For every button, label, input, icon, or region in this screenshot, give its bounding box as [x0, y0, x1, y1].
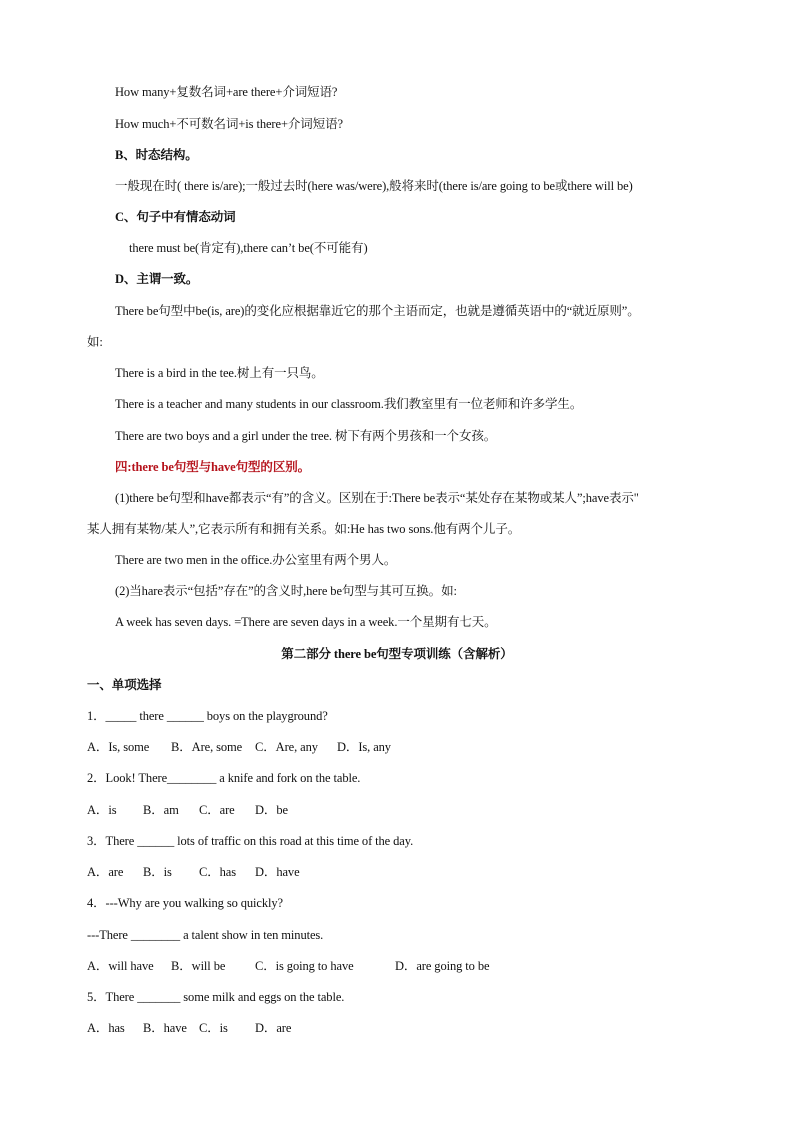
diff-example: There are two men in the office.办公室里有两个男人。 — [115, 553, 397, 567]
question-options — [87, 739, 391, 755]
option-b: B．Are, some — [171, 740, 243, 754]
question-stem: 3．There ______ lots of traffic on this road at this time of the day. — [87, 834, 414, 848]
example-1: There is a bird in the tee.树上有一只鸟。 — [115, 366, 324, 380]
question-options — [87, 864, 300, 880]
example-3: There are two boys and a girl under the tree. 树下有两个男孩和一个女孩。 — [115, 429, 497, 443]
option-b: B．have — [143, 1021, 187, 1035]
question-options — [87, 958, 489, 974]
option-b: B．am — [143, 803, 179, 817]
question-options — [87, 1020, 291, 1036]
option-c: C．is — [199, 1021, 228, 1035]
option-c: C．Are, any — [255, 740, 318, 754]
question-stem: 4．---Why are you walking so quickly? — [87, 896, 283, 910]
grammar-agree-line-1: There be句型中be(is, are)的变化应根据靠近它的那个主语而定，也就是遵循英语中的“就近原则”。 — [115, 304, 640, 318]
question-stem: 2．Look! There________ a knife and fork on the table. — [87, 771, 361, 785]
option-a: A．will have — [87, 959, 154, 973]
option-b: B．is — [143, 865, 172, 879]
diff-line-1b: 某人拥有某物/某人”,它表示所有和拥有关系。如:He has two sons.他有两个儿子。 — [87, 522, 521, 536]
diff-line-2: (2)当hare表示“包括”存在”的含义时,here be句型与其可互换。如: — [115, 584, 457, 598]
section-title: 第二部分 there be句型专项训练（含解析） — [281, 647, 513, 661]
option-d: D．are — [255, 1021, 292, 1035]
heading-c: C、句子中有情态动词 — [115, 210, 236, 224]
grammar-howmuch-line: How much+不可数名词+is there+介词短语? — [115, 117, 343, 131]
part-heading: 一、单项选择 — [87, 678, 162, 692]
question-stem: 1．_____ there ______ boys on the playground? — [87, 709, 328, 723]
option-d: D．Is, any — [337, 740, 391, 754]
grammar-tense-line: 一般现在时( there is/are);一般过去时(here was/were),般将来时(there is/are going to be或there will be) — [115, 179, 633, 193]
option-a: A．is — [87, 803, 117, 817]
grammar-agree-line-2: 如: — [87, 335, 103, 349]
heading-d: D、主谓一致。 — [115, 272, 199, 286]
option-a: A．are — [87, 865, 124, 879]
question-options — [87, 802, 288, 818]
diff-line-2-example: A week has seven days. =There are seven days in a week.一个星期有七天。 — [115, 615, 497, 629]
option-d: D．be — [255, 803, 288, 817]
option-a: A．Is, some — [87, 740, 150, 754]
heading-four: 四:there be句型与have句型的区别。 — [115, 460, 311, 474]
option-a: A．has — [87, 1021, 125, 1035]
question-stem-2: ---There ________ a talent show in ten minutes. — [87, 928, 324, 942]
question-stem: 5．There _______ some milk and eggs on the table. — [87, 990, 345, 1004]
diff-line-1a: (1)there be句型和have都表示“有”的含义。区别在于:There be表示“某处存在某物或某人”;have表示" — [115, 491, 639, 505]
grammar-modal-line: there must be(肯定有),there can’t be(不可能有) — [129, 241, 368, 255]
grammar-howmany-line: How many+复数名词+are there+介词短语? — [115, 85, 338, 99]
option-b: B．will be — [171, 959, 226, 973]
option-d: D．are going to be — [395, 959, 490, 973]
option-c: C．are — [199, 803, 235, 817]
option-c: C．is going to have — [255, 959, 354, 973]
option-c: C．has — [199, 865, 237, 879]
option-d: D．have — [255, 865, 300, 879]
example-2: There is a teacher and many students in our classroom.我们教室里有一位老师和许多学生。 — [115, 397, 583, 411]
heading-b: B、时态结构。 — [115, 148, 198, 162]
